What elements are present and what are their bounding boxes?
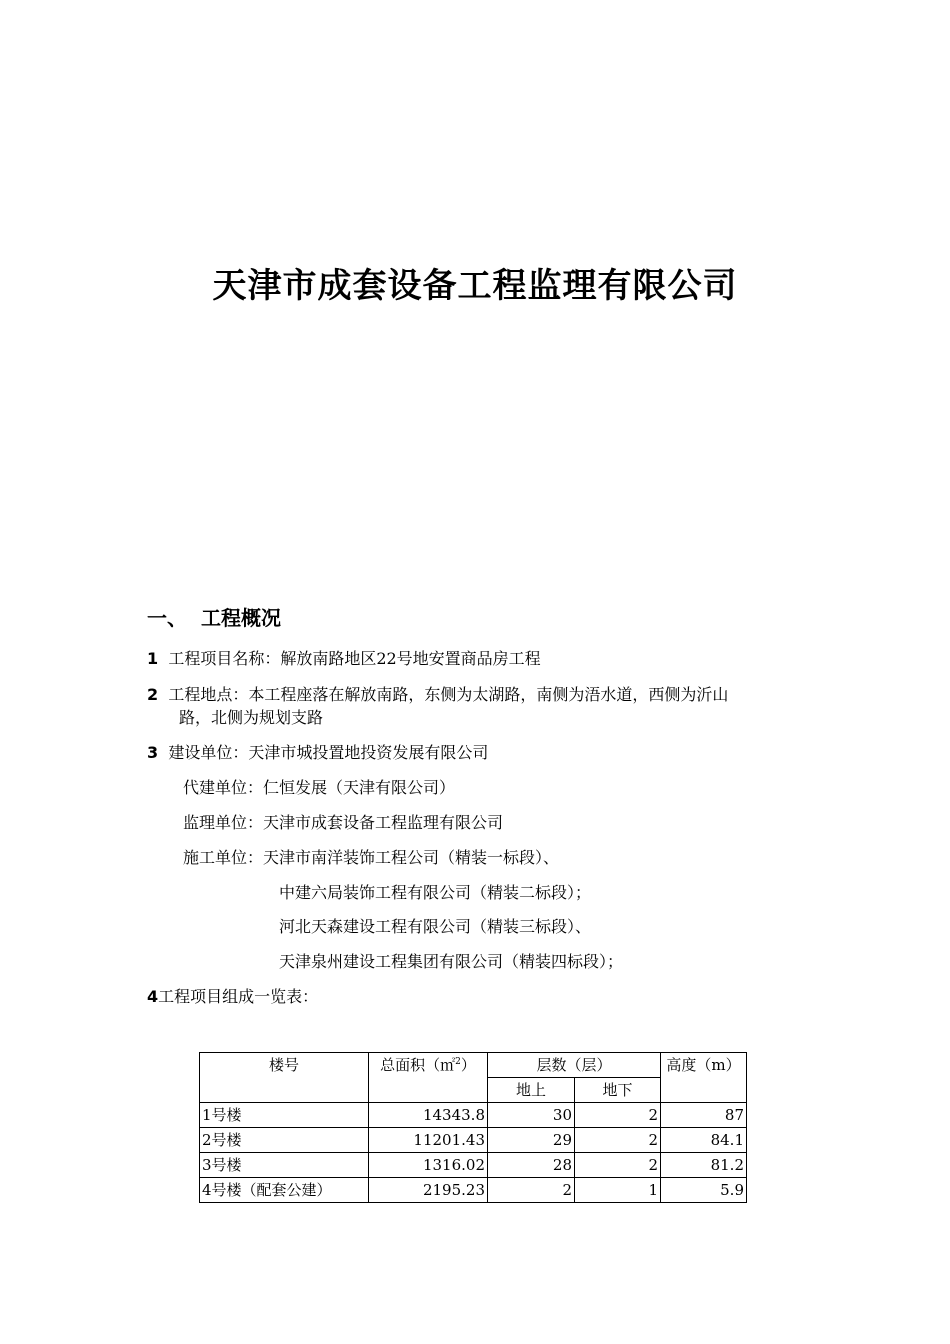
cell-height: 5.9 xyxy=(661,1178,747,1203)
cell-above: 30 xyxy=(488,1103,575,1128)
cell-above: 2 xyxy=(488,1178,575,1203)
header-area xyxy=(369,1053,488,1103)
cell-area: 11201.43 xyxy=(369,1128,488,1153)
header-floors: 层数（层） xyxy=(488,1053,661,1078)
item-3 xyxy=(147,742,488,764)
section-number: 一、 xyxy=(147,606,187,630)
cell-area: 2195.23 xyxy=(369,1178,488,1203)
cell-area: 14343.8 xyxy=(369,1103,488,1128)
contractor-label: 施工单位： xyxy=(183,848,264,867)
contractor-unit xyxy=(183,847,559,869)
item-2-text: 工程地点：本工程座落在解放南路，东侧为太湖路，南侧为浯水道，西侧为沂山 xyxy=(168,685,729,704)
item-4 xyxy=(147,986,318,1008)
header-area-text: 总面积（㎡ xyxy=(380,1056,456,1074)
cell-height: 84.1 xyxy=(661,1128,747,1153)
header-area-superscript: 2 xyxy=(455,1057,461,1067)
item-3-text: 建设单位：天津市城投置地投资发展有限公司 xyxy=(168,743,489,762)
header-height: 高度（m） xyxy=(661,1053,747,1103)
cell-building: 2号楼 xyxy=(200,1128,369,1153)
cell-area: 1316.02 xyxy=(369,1153,488,1178)
cell-below: 2 xyxy=(575,1128,661,1153)
cell-height: 81.2 xyxy=(661,1153,747,1178)
header-below-ground: 地下 xyxy=(575,1078,661,1103)
supervisor-unit: 监理单位：天津市成套设备工程监理有限公司 xyxy=(183,813,504,832)
cell-below: 2 xyxy=(575,1103,661,1128)
item-1-number: 1 xyxy=(147,649,159,668)
header-area-close: ） xyxy=(460,1056,476,1074)
table-row xyxy=(200,1153,747,1178)
contractor-4: 天津泉州建设工程集团有限公司（精装四标段）； xyxy=(279,952,624,971)
item-3-number: 3 xyxy=(147,743,159,762)
header-building: 楼号 xyxy=(200,1053,369,1103)
cell-above: 28 xyxy=(488,1153,575,1178)
table-row xyxy=(200,1178,747,1203)
project-table xyxy=(199,1052,747,1203)
cell-building: 4号楼（配套公建） xyxy=(200,1178,369,1203)
item-1-text: 工程项目名称：解放南路地区22号地安置商品房工程 xyxy=(168,649,541,668)
item-2-continuation: 路，北侧为规划支路 xyxy=(179,708,324,727)
item-2 xyxy=(147,684,728,706)
cell-above: 29 xyxy=(488,1128,575,1153)
cell-building: 3号楼 xyxy=(200,1153,369,1178)
table-header-row xyxy=(200,1053,747,1078)
item-4-number: 4 xyxy=(147,987,159,1006)
table-row xyxy=(200,1128,747,1153)
section-heading xyxy=(147,602,281,631)
contractor-2: 中建六局装饰工程有限公司（精装二标段）； xyxy=(279,883,592,902)
table-row xyxy=(200,1103,747,1128)
cell-below: 2 xyxy=(575,1153,661,1178)
page-title: 天津市成套设备工程监理有限公司 xyxy=(212,266,738,306)
contractor-3: 河北天森建设工程有限公司（精装三标段）、 xyxy=(279,917,592,936)
cell-height: 87 xyxy=(661,1103,747,1128)
section-title: 工程概况 xyxy=(201,606,281,630)
item-4-text: 工程项目组成一览表： xyxy=(158,987,319,1006)
item-2-number: 2 xyxy=(147,685,159,704)
item-1 xyxy=(147,648,541,670)
cell-building: 1号楼 xyxy=(200,1103,369,1128)
agent-unit: 代建单位：仁恒发展（天津有限公司） xyxy=(183,778,456,797)
contractor-1: 天津市南洋装饰工程公司（精装一标段）、 xyxy=(263,848,560,867)
cell-below: 1 xyxy=(575,1178,661,1203)
header-above-ground: 地上 xyxy=(488,1078,575,1103)
